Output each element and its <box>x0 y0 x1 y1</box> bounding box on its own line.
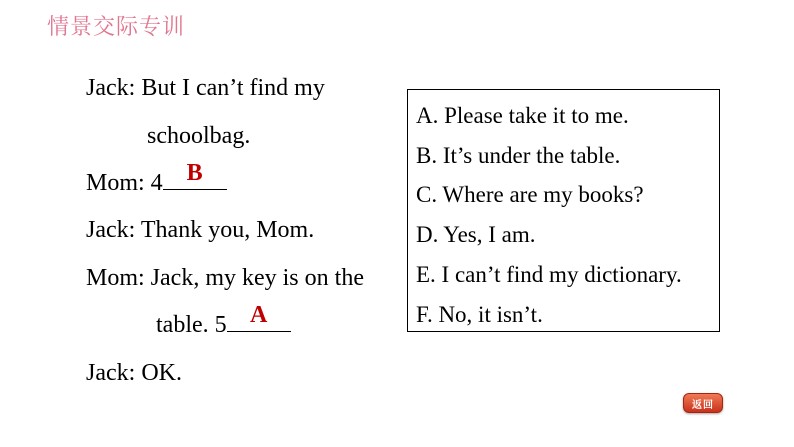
dialogue-text: Mom: Jack, my key is on the <box>86 265 364 291</box>
dialogue-line <box>147 122 250 150</box>
option-e: E. I can’t find my dictionary. <box>416 262 682 287</box>
dialogue-text: Jack: But I can’t find my <box>86 75 325 101</box>
answer-text: A <box>249 302 268 328</box>
return-button[interactable]: 返回 <box>683 393 723 413</box>
option-b: B. It’s under the table. <box>416 143 621 168</box>
option-d: D. Yes, I am. <box>416 222 536 247</box>
answer-blank[interactable] <box>163 160 227 190</box>
dialogue-text: Jack: Thank you, Mom. <box>86 217 315 243</box>
answer-blank[interactable] <box>227 302 291 332</box>
dialogue-text: Mom: 4 <box>86 170 163 196</box>
dialogue-text: Jack: OK. <box>86 360 182 386</box>
dialogue-line <box>86 359 182 387</box>
option-c: C. Where are my books? <box>416 182 644 207</box>
dialogue-line <box>86 74 325 102</box>
answer-text: B <box>186 160 203 186</box>
dialogue-line <box>86 264 364 292</box>
options-box <box>407 89 720 332</box>
dialogue-text: table. 5 <box>156 312 227 338</box>
option-f: F. No, it isn’t. <box>416 302 543 327</box>
page-title: 情景交际专训 <box>47 15 186 40</box>
dialogue-line <box>86 216 314 244</box>
dialogue-text: schoolbag. <box>147 123 251 149</box>
option-a: A. Please take it to me. <box>416 103 629 128</box>
dialogue-line <box>86 160 227 197</box>
dialogue-line <box>156 302 291 339</box>
